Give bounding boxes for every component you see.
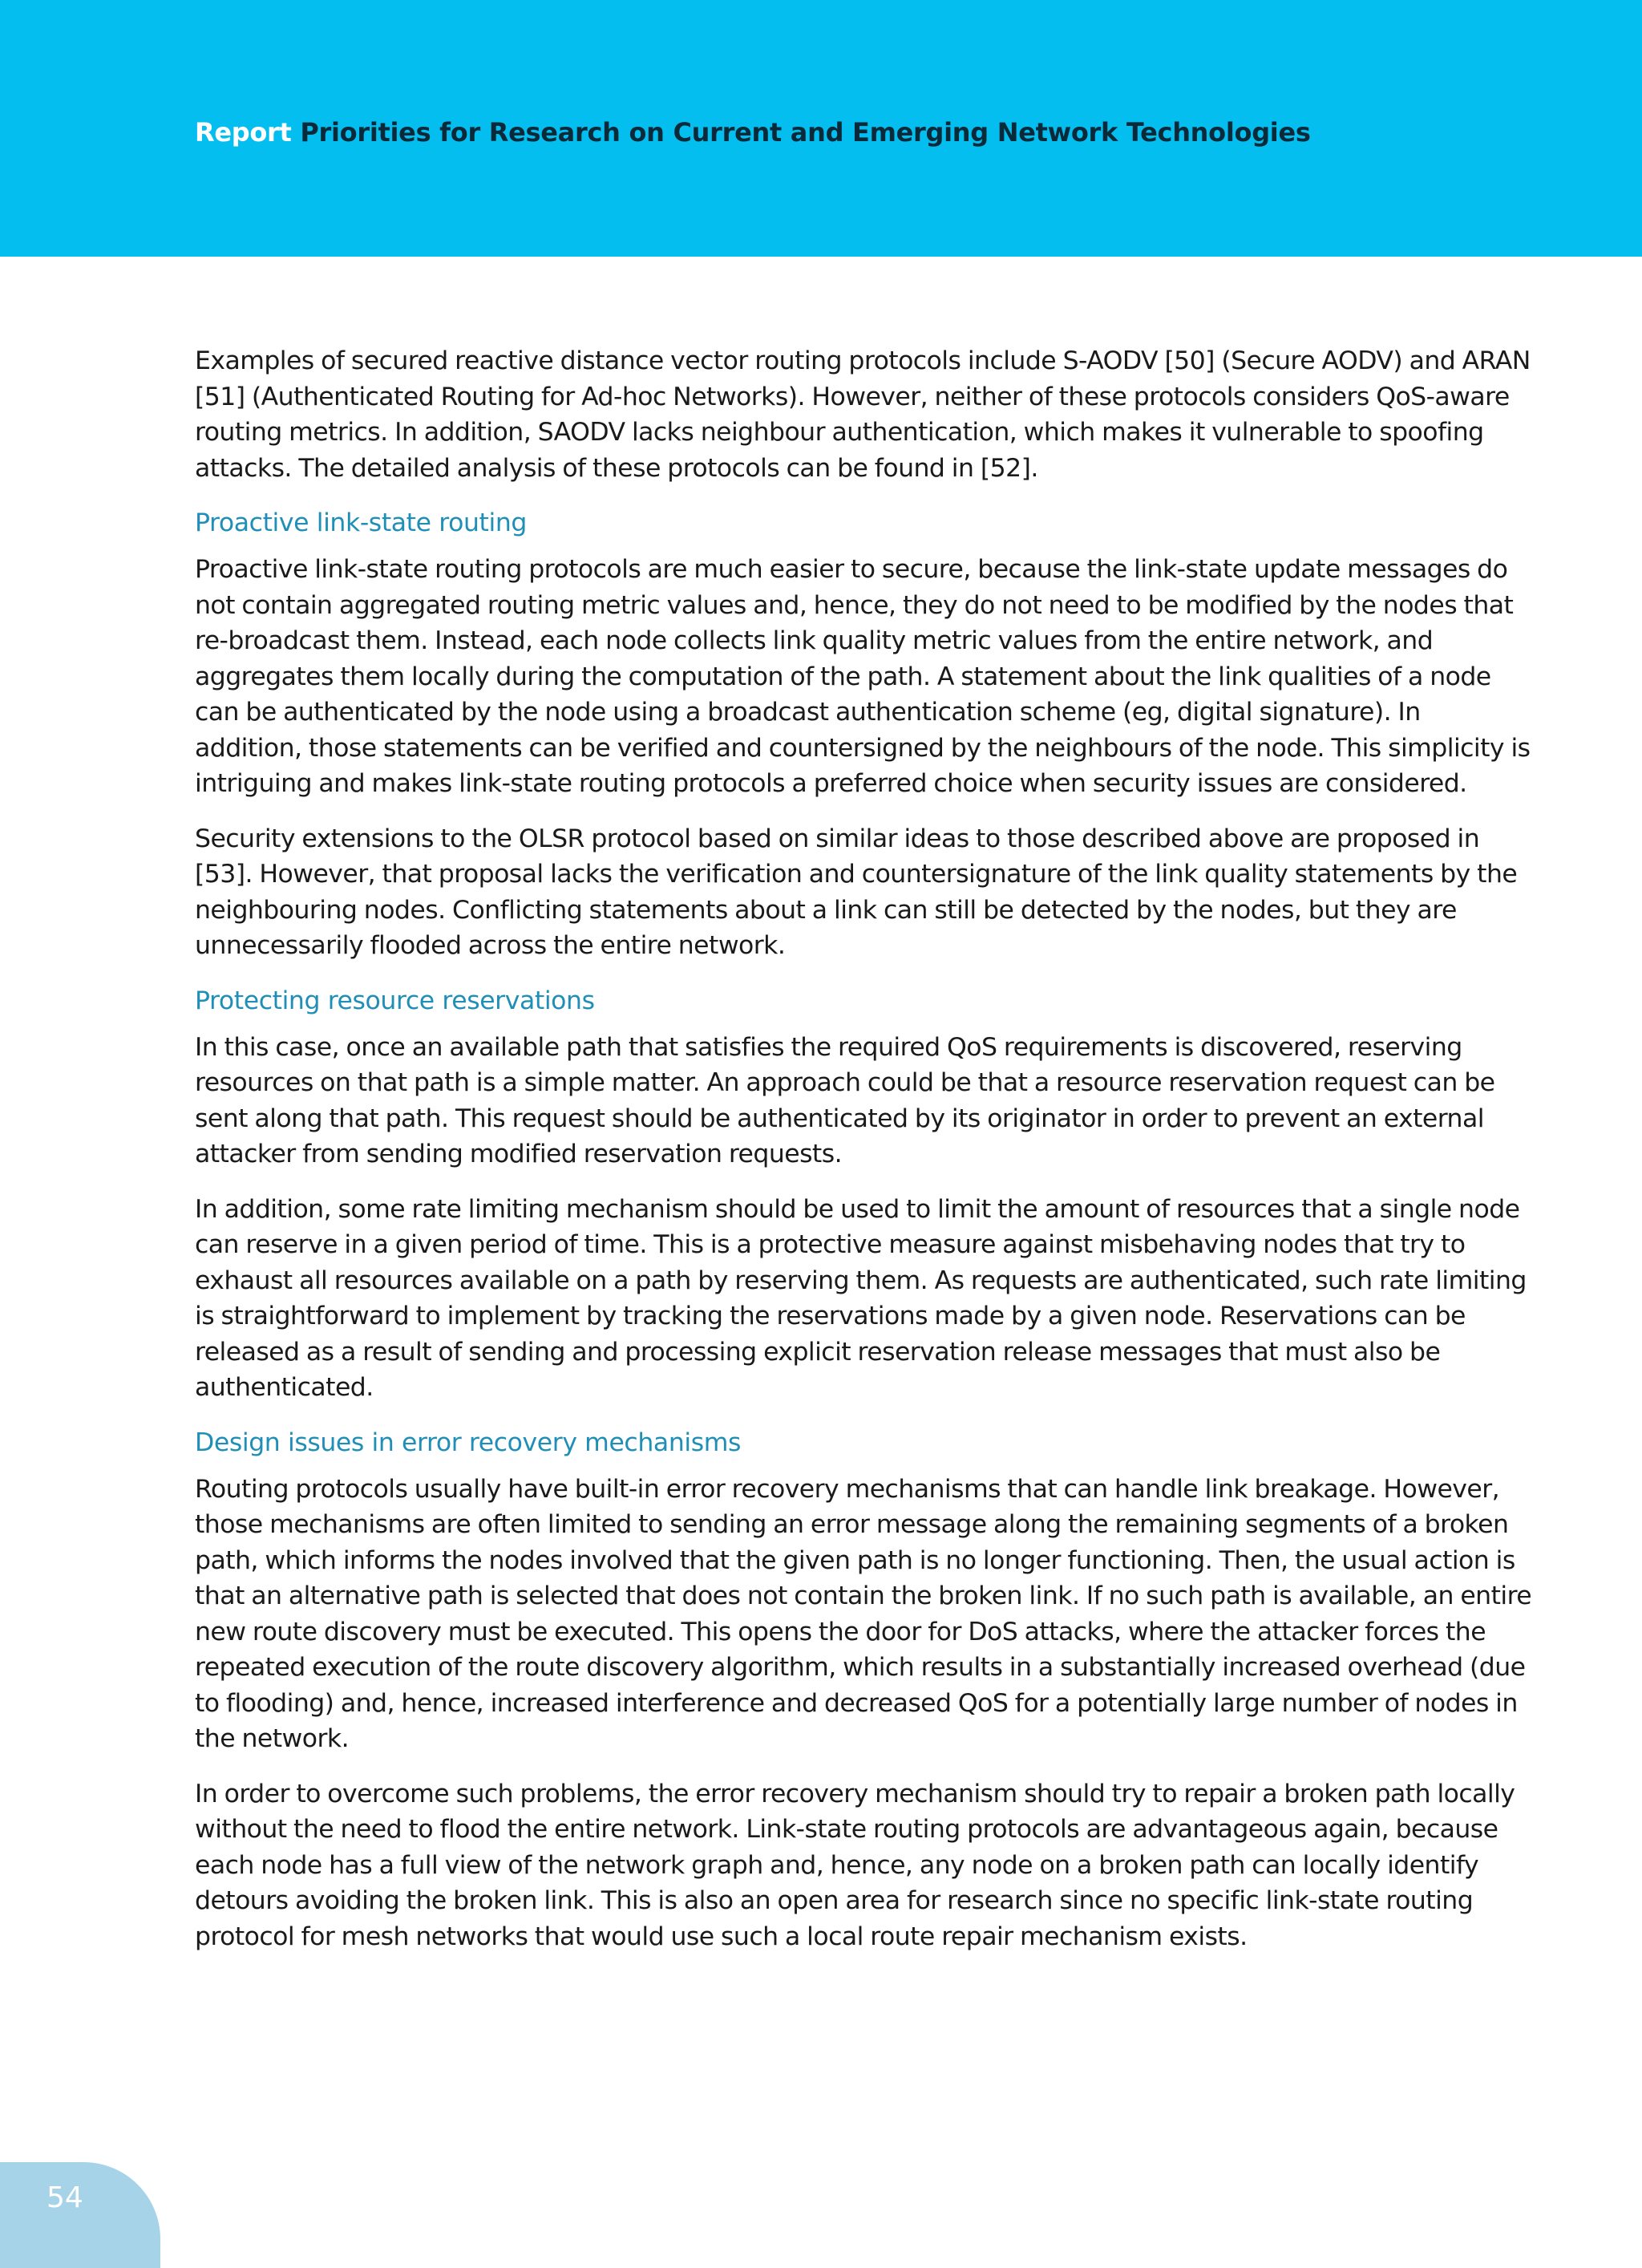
report-title-text: Priorities for Research on Current and Emerging Network Technologies — [300, 117, 1311, 148]
page-number: 54 — [47, 2181, 83, 2214]
paragraph-olsr-extensions: Security extensions to the OLSR protocol based on similar ideas to those described above are proposed in [53]. However, that proposal lacks the verification and countersignature of the link quality statements by the neighbouring nodes. Conflicting statements about a link can still be detected by the nodes, but they are unnecessarily flooded across the entire network. — [195, 824, 1518, 960]
page-number-tab — [0, 2162, 160, 2268]
paragraph-error-recovery: Routing protocols usually have built-in error recovery mechanisms that can handle link breakage. However, those mechanisms are often limited to sending an error message along the remaining segments of a broken path, which informs the nodes involved that the given path is no longer functioning. Then, the usual action is that an alternative path is selected that does not contain the broken link. If no such path is available, an entire new route discovery must be executed. This opens the door for DoS attacks, where the attacker forces the repeated execution of the route discovery algorithm, which results in a substantially increased overhead (due to flooding) and, hence, increased interference and decreased QoS for a potentially large number of nodes in the network. — [195, 1474, 1532, 1753]
section-heading-error-recovery: Design issues in error recovery mechanisms — [195, 1428, 742, 1457]
paragraph-reservation-path: In this case, once an available path that satisfies the required QoS requirements is discovered, reserving resources on that path is a simple matter. An approach could be that a resource reservation request can be sent along that path. This request should be authenticated by its originator in order to prevent an external attacker from sending modified reservation requests. — [195, 1032, 1495, 1168]
main-content — [195, 343, 1534, 1974]
report-title — [195, 117, 1311, 148]
paragraph-link-state-security: Proactive link-state routing protocols are much easier to secure, because the link-state update messages do not contain aggregated routing metric values and, hence, they do not need to be modified by the nodes that re-broadcast them. Instead, each node collects link quality metric values from the entire network, and aggregates them locally during the computation of the path. A statement about the link qualities of a node can be authenticated by the node using a broadcast authentication scheme (eg, digital signature). In addition, those statements can be verified and countersigned by the neighbours of the node. This simplicity is intriguing and makes link-state routing protocols a preferred choice when security issues are considered. — [195, 555, 1531, 798]
paragraph-rate-limiting: In addition, some rate limiting mechanism should be used to limit the amount of resources that a single node can reserve in a given period of time. This is a protective measure against misbehaving nodes that try to exhaust all resources available on a path by reserving them. As requests are authenticated, such rate limiting is straightforward to implement by tracking the reservations made by a given node. Reservations can be released as a result of sending and processing explicit reservation release messages that must also be authenticated. — [195, 1194, 1527, 1402]
report-label: Report — [195, 117, 292, 148]
paragraph-local-repair: In order to overcome such problems, the error recovery mechanism should try to repair a broken path locally without the need to flood the entire network. Link-state routing protocols are advantageous again, because each node has a full view of the network graph and, hence, any node on a broken path can locally identify detours avoiding the broken link. This is also an open area for research since no specific link-state routing protocol for mesh networks that would use such a local route repair mechanism exists. — [195, 1779, 1515, 1951]
section-heading-protecting-resource-reservations: Protecting resource reservations — [195, 986, 595, 1015]
intro-paragraph: Examples of secured reactive distance vector routing protocols include S-AODV [50] (Secure AODV) and ARAN [51] (Authenticated Routing for Ad-hoc Networks). However, neither of these protocols considers QoS-aware routing metrics. In addition, SAODV lacks neighbour authentication, which makes it vulnerable to spoofing attacks. The detailed analysis of these protocols can be found in [52]. — [195, 346, 1531, 483]
section-heading-proactive-link-state-routing: Proactive link-state routing — [195, 508, 527, 537]
